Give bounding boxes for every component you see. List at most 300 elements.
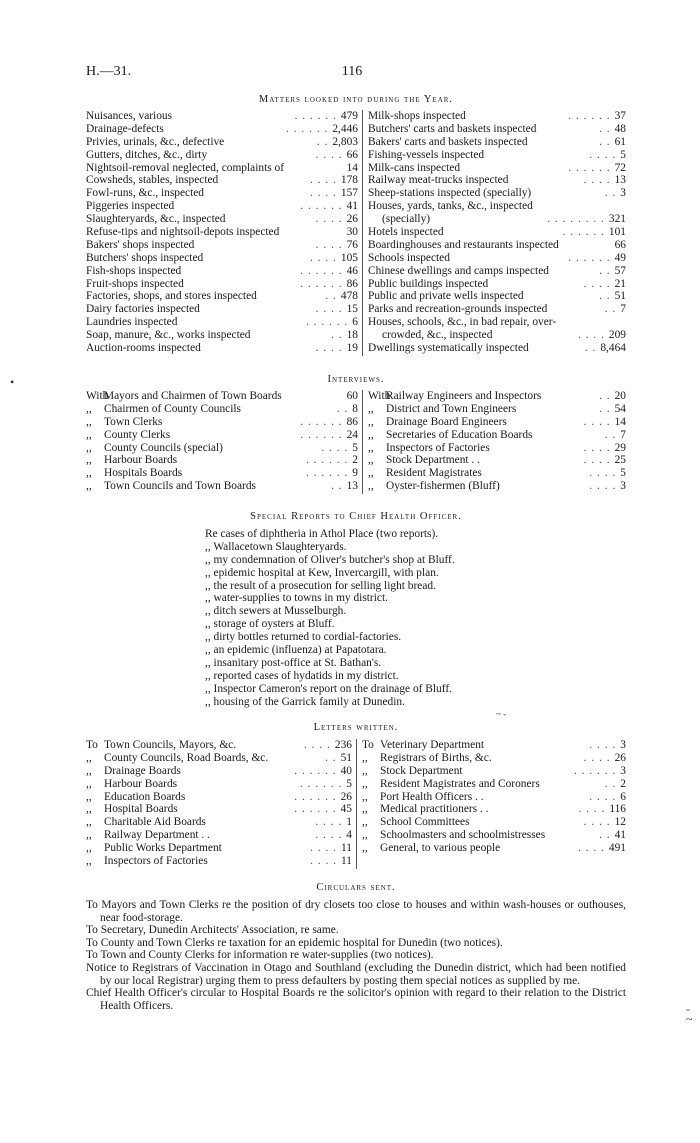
list-item: ,, epidemic hospital at Kew, Invercargill, with plan.	[205, 566, 439, 579]
row-leader-dots: . . . .	[315, 148, 343, 161]
table-row	[368, 442, 626, 455]
row-value: 321	[608, 213, 626, 226]
row-value: 25	[614, 454, 626, 467]
row-label: crowded, &c., inspected	[382, 329, 493, 342]
list-item: ,, reported cases of hydatids in my district.	[205, 669, 399, 682]
row-value: 478	[340, 290, 358, 303]
row-value: 30	[346, 226, 358, 239]
row-prefix: ,,	[86, 441, 92, 454]
special-reports-title: Special Reports to Chief Health Officer.	[250, 511, 462, 522]
table-row	[86, 816, 352, 829]
table-row	[368, 200, 626, 213]
table-row	[368, 390, 626, 403]
list-item: ,, ditch sewers at Musselburgh.	[205, 605, 347, 618]
row-label: Railway Engineers and Inspectors	[386, 390, 542, 402]
row-leader-dots	[339, 226, 347, 239]
list-item: ,, an epidemic (influenza) at Papatotara.	[205, 644, 387, 657]
row-value: 8,464	[600, 342, 626, 355]
row-leader-dots: . . . . . .	[568, 251, 611, 264]
letters-left-column	[86, 739, 352, 868]
row-prefix: ,,	[86, 829, 92, 842]
row-prefix: ,,	[86, 855, 92, 868]
row-value: 54	[614, 402, 626, 415]
list-item: ,, water-supplies to towns in my district.	[205, 592, 388, 605]
table-row	[368, 429, 626, 442]
row-leader-dots: . .	[325, 290, 337, 303]
row-label: Resident Magistrates and Coroners	[380, 777, 540, 790]
table-row	[368, 316, 626, 329]
row-value: 11	[341, 842, 352, 855]
table-row	[368, 454, 626, 467]
table-row	[86, 200, 358, 213]
row-value: 7	[620, 428, 626, 441]
row-prefix: ,,	[86, 764, 92, 777]
row-prefix: ,,	[86, 803, 92, 816]
row-label: Harbour Boards	[104, 777, 178, 790]
row-leader-dots: . . . . . .	[294, 764, 337, 777]
row-leader-dots: . . . . . .	[294, 803, 337, 816]
list-item: Re cases of diphtheria in Athol Place (two reports).	[205, 528, 439, 540]
row-leader-dots: . . . .	[309, 251, 337, 264]
row-value: 24	[346, 428, 358, 441]
list-item: ,, the result of a prosecution for selling light bread.	[205, 579, 436, 592]
row-value: 41	[346, 200, 358, 213]
row-label: Privies, urinals, &c., defective	[86, 135, 225, 148]
row-leader-dots: . .	[584, 342, 597, 355]
row-value: 3	[620, 480, 626, 493]
row-prefix: To	[362, 739, 374, 751]
row-label: Fowl-runs, &c., inspected	[86, 187, 204, 200]
row-leader-dots: . . . .	[303, 739, 331, 751]
row-value: 61	[614, 135, 626, 148]
list-item: ,, my condemnation of Oliver's butcher's shop at Bluff.	[205, 553, 455, 566]
row-value: 116	[609, 803, 626, 816]
row-label: (specially)	[382, 213, 431, 226]
row-leader-dots: . .	[604, 777, 617, 790]
row-leader-dots	[339, 390, 347, 403]
table-row	[368, 252, 626, 265]
table-row	[86, 842, 352, 855]
table-row	[86, 149, 358, 162]
table-row	[86, 416, 358, 429]
row-leader-dots: . . . . . .	[573, 764, 617, 777]
row-label: Nightsoil-removal neglected, complaints of	[86, 161, 285, 174]
row-label: Mayors and Chairmen of Town Boards	[104, 390, 282, 402]
row-label: Railway meat-trucks inspected	[368, 174, 509, 187]
row-label: Piggeries inspected	[86, 200, 175, 213]
table-row	[362, 816, 626, 829]
row-label: Port Health Officers . .	[380, 790, 484, 803]
table-row	[368, 149, 626, 162]
row-leader-dots: . . . .	[315, 829, 343, 842]
table-row	[368, 123, 626, 136]
row-value: 41	[614, 829, 626, 842]
row-label: Education Boards	[104, 790, 186, 803]
row-leader-dots: . . . . . .	[305, 467, 349, 480]
interviews-title: Interviews.	[327, 374, 385, 385]
table-row	[86, 803, 352, 816]
row-value: 57	[614, 264, 626, 277]
row-leader-dots: . . . .	[309, 187, 337, 200]
row-leader-dots: . . . . . .	[568, 110, 611, 122]
row-leader-dots: . . . .	[589, 148, 617, 161]
row-leader-dots: . .	[599, 390, 611, 402]
row-prefix: ,,	[86, 842, 92, 855]
row-value: 12	[614, 816, 626, 829]
table-row	[86, 765, 352, 778]
table-row	[368, 278, 626, 291]
row-leader-dots: . . . .	[583, 751, 611, 764]
table-row	[368, 416, 626, 429]
row-label: Stock Department . .	[386, 454, 480, 467]
row-leader-dots: . .	[331, 329, 343, 342]
row-value: 26	[340, 790, 352, 803]
row-leader-dots: . . . . . .	[305, 454, 349, 467]
row-leader-dots	[339, 162, 347, 175]
row-prefix: ,,	[368, 467, 374, 480]
table-row	[368, 403, 626, 416]
circulars-list	[86, 899, 626, 1012]
row-leader-dots: . .	[336, 402, 349, 415]
row-value: 491	[608, 842, 626, 855]
row-leader-dots: . . . .	[589, 739, 617, 751]
table-row	[362, 765, 626, 778]
list-item: Notice to Registrars of Vaccination in Otago and Southland (excluding the Dunedin district, which had been notified by our local Registrar) urging them to press defaulters by posting them special notices as supplied by me.	[86, 961, 626, 987]
row-leader-dots	[618, 200, 626, 213]
row-label: Boardinghouses and restaurants inspected	[368, 238, 559, 251]
row-leader-dots: . . . . . .	[300, 277, 343, 290]
row-prefix: ,,	[86, 428, 92, 441]
row-label: Nuisances, various	[86, 110, 173, 122]
matters-title: Matters looked into during the Year.	[258, 94, 454, 105]
table-row	[368, 174, 626, 187]
row-label: Butchers' shops inspected	[86, 251, 204, 264]
row-label: Drainage Board Engineers	[386, 415, 507, 428]
row-value: 86	[346, 277, 358, 290]
table-row	[86, 829, 352, 842]
row-value: 157	[340, 187, 358, 200]
row-label: Dairy factories inspected	[86, 303, 200, 316]
row-label: Schoolmasters and schoolmistresses	[380, 829, 546, 842]
row-label: Gutters, ditches, &c., dirty	[86, 148, 208, 161]
row-prefix: ,,	[362, 751, 368, 764]
row-value: 26	[614, 751, 626, 764]
row-label: Factories, shops, and stores inspected	[86, 290, 257, 303]
row-value: 76	[346, 238, 358, 251]
table-row	[86, 110, 358, 123]
row-value: 72	[614, 161, 626, 174]
row-prefix: ,,	[362, 829, 368, 842]
row-value: 51	[614, 290, 626, 303]
row-label: Hospitals Boards	[104, 467, 183, 480]
row-prefix: With	[368, 390, 391, 402]
row-value: 3	[620, 739, 626, 751]
row-leader-dots: . . . . . .	[286, 122, 329, 135]
row-value: 51	[340, 751, 352, 764]
interviews-right-column	[368, 390, 626, 493]
table-row	[86, 752, 352, 765]
list-item: ,, storage of oysters at Bluff.	[205, 618, 335, 631]
row-value: 3	[620, 187, 626, 200]
row-leader-dots: . . . . . .	[300, 428, 343, 441]
row-label: Charitable Aid Boards	[104, 816, 206, 829]
row-value: 9	[352, 467, 358, 480]
row-label: Sheep-stations inspected (specially)	[368, 187, 532, 200]
table-row	[368, 329, 626, 342]
row-leader-dots: . . . .	[310, 842, 338, 855]
row-prefix: ,,	[86, 402, 92, 415]
table-row	[368, 136, 626, 149]
table-row	[86, 480, 358, 493]
row-prefix: ,,	[86, 751, 92, 764]
row-prefix: ,,	[362, 777, 368, 790]
table-row	[86, 329, 358, 342]
table-row	[362, 842, 626, 855]
row-leader-dots: . . . .	[589, 790, 617, 803]
row-value: 48	[614, 122, 626, 135]
row-value: 105	[340, 251, 358, 264]
row-label: Houses, schools, &c., in bad repair, over-	[368, 316, 557, 329]
row-value: 11	[341, 855, 352, 868]
page-reference: H.—31.	[86, 64, 132, 79]
row-value: 40	[340, 764, 352, 777]
row-prefix: ,,	[86, 467, 92, 480]
row-prefix: ,,	[368, 441, 374, 454]
row-prefix: ,,	[368, 402, 374, 415]
row-leader-dots: . . . .	[315, 303, 343, 316]
row-value: 37	[614, 110, 626, 122]
row-value: 14	[346, 161, 358, 174]
table-row	[362, 778, 626, 791]
row-label: Harbour Boards	[104, 454, 178, 467]
row-value: 29	[614, 441, 626, 454]
row-label: Public Works Department	[104, 842, 222, 855]
table-row	[368, 213, 626, 226]
table-row	[86, 739, 352, 752]
row-leader-dots: . .	[599, 135, 611, 148]
list-item: To Secretary, Dunedin Architects' Association, re same.	[86, 924, 339, 937]
row-label: General, to various people	[380, 842, 501, 855]
row-value: 5	[346, 777, 352, 790]
table-row	[368, 187, 626, 200]
row-label: Town Clerks	[104, 415, 163, 428]
row-label: Hotels inspected	[368, 226, 444, 239]
matters-right-column	[368, 110, 626, 355]
row-prefix: ,,	[86, 415, 92, 428]
row-label: Stock Department	[380, 764, 463, 777]
row-leader-dots: . .	[599, 264, 611, 277]
special-reports-list	[205, 528, 535, 708]
row-leader-dots: . . . . . . . .	[547, 213, 605, 226]
table-row	[86, 252, 358, 265]
table-row	[362, 829, 626, 842]
row-value: 18	[346, 329, 358, 342]
row-label: County Councils (special)	[104, 441, 223, 454]
table-row	[368, 303, 626, 316]
row-value: 13	[614, 174, 626, 187]
row-leader-dots: . . . .	[315, 213, 343, 226]
row-prefix: ,,	[368, 428, 374, 441]
row-prefix: ,,	[362, 764, 368, 777]
row-prefix: ,,	[362, 803, 368, 816]
row-prefix: With	[86, 390, 109, 402]
letters-title: Letters written.	[313, 722, 399, 733]
row-value: 21	[614, 277, 626, 290]
list-item: ,, dirty bottles returned to cordial-factories.	[205, 631, 402, 644]
row-label: Town Councils, Mayors, &c.	[104, 739, 237, 751]
row-leader-dots: . .	[599, 829, 611, 842]
row-leader-dots: . . . . . .	[305, 316, 349, 329]
column-divider	[356, 739, 357, 869]
margin-mark: •	[10, 375, 15, 389]
margin-mark: - ~	[686, 1002, 693, 1026]
row-value: 45	[340, 803, 352, 816]
list-item: ,, Inspector Cameron's report on the drainage of Bluff.	[205, 682, 452, 695]
row-value: 19	[346, 342, 358, 355]
table-row	[86, 226, 358, 239]
row-value: 3	[620, 764, 626, 777]
row-leader-dots: . . . .	[315, 342, 343, 355]
table-row	[86, 239, 358, 252]
table-row	[86, 213, 358, 226]
table-row	[86, 278, 358, 291]
row-label: Bakers' carts and baskets inspected	[368, 135, 528, 148]
row-leader-dots: . .	[331, 480, 343, 493]
table-row	[368, 110, 626, 123]
row-label: Soap, manure, &c., works inspected	[86, 329, 251, 342]
list-item: ,, housing of the Garrick family at Dunedin.	[205, 695, 405, 708]
row-label: Town Councils and Town Boards	[104, 480, 256, 493]
row-value: 5	[620, 467, 626, 480]
row-value: 2,803	[332, 135, 358, 148]
row-label: Schools inspected	[368, 251, 450, 264]
row-leader-dots	[607, 239, 615, 252]
row-leader-dots: . . . .	[310, 855, 338, 868]
row-leader-dots: . . . . . .	[300, 264, 343, 277]
row-label: Medical practitioners . .	[380, 803, 489, 816]
row-leader-dots: . .	[604, 303, 617, 316]
table-row	[86, 791, 352, 804]
row-value: 49	[614, 251, 626, 264]
row-label: School Committees	[380, 816, 470, 829]
row-label: Bakers' shops inspected	[86, 238, 195, 251]
row-label: District and Town Engineers	[386, 402, 517, 415]
table-row	[362, 791, 626, 804]
table-row	[86, 316, 358, 329]
row-label: County Clerks	[104, 428, 171, 441]
table-row	[86, 390, 358, 403]
row-prefix: ,,	[368, 415, 374, 428]
row-label: Resident Magistrates	[386, 467, 482, 480]
row-value: 6	[620, 790, 626, 803]
row-prefix: ,,	[362, 816, 368, 829]
table-row	[86, 123, 358, 136]
row-leader-dots: . .	[599, 402, 611, 415]
row-value: 26	[346, 213, 358, 226]
row-leader-dots: . .	[325, 751, 337, 764]
row-leader-dots: . . . .	[577, 842, 605, 855]
table-row	[86, 290, 358, 303]
row-label: Butchers' carts and baskets inspected	[368, 122, 537, 135]
row-leader-dots: . .	[604, 187, 617, 200]
row-leader-dots: . . . .	[309, 174, 337, 187]
row-label: Drainage-defects	[86, 122, 164, 135]
row-label: Chairmen of County Councils	[104, 402, 241, 415]
list-item: ,, insanitary post-office at St. Bathan's.	[205, 656, 382, 669]
row-value: 66	[614, 238, 626, 251]
row-label: Milk-cans inspected	[368, 161, 461, 174]
row-label: County Councils, Road Boards, &c.	[104, 751, 269, 764]
table-row	[86, 303, 358, 316]
row-leader-dots: . .	[599, 290, 611, 303]
row-prefix: To	[86, 739, 98, 751]
row-value: 6	[352, 316, 358, 329]
row-leader-dots: . . . .	[589, 480, 617, 493]
list-item: To County and Town Clerks re taxation for an epidemic hospital for Dunedin (two notices).	[86, 936, 503, 949]
row-value: 1	[346, 816, 352, 829]
row-label: Laundries inspected	[86, 316, 178, 329]
row-prefix: ,,	[86, 816, 92, 829]
table-row	[86, 265, 358, 278]
row-value: 5	[352, 441, 358, 454]
stray-mark: ~ -	[496, 709, 507, 719]
row-label: Public buildings inspected	[368, 277, 489, 290]
list-item: To Town and County Clerks for information re water-supplies (two notices).	[86, 949, 434, 962]
row-leader-dots: . . . .	[315, 238, 343, 251]
row-label: Refuse-tips and nightsoil-depots inspected	[86, 226, 280, 239]
row-leader-dots: . . . . . .	[299, 777, 343, 790]
row-label: Public and private wells inspected	[368, 290, 524, 303]
table-row	[368, 467, 626, 480]
row-label: Secretaries of Education Boards	[386, 428, 533, 441]
row-leader-dots: . .	[604, 428, 617, 441]
row-value: 4	[346, 829, 352, 842]
row-leader-dots: . . . . . .	[294, 110, 337, 122]
row-label: Chinese dwellings and camps inspected	[368, 264, 549, 277]
row-leader-dots: . . . . . .	[562, 226, 605, 239]
row-prefix: ,,	[368, 454, 374, 467]
row-leader-dots: . . . . . .	[300, 415, 343, 428]
row-leader-dots: . . . .	[583, 441, 611, 454]
matters-left-column	[86, 110, 358, 355]
row-leader-dots: . . . . . .	[568, 161, 611, 174]
row-value: 13	[346, 480, 358, 493]
row-value: 20	[614, 390, 626, 402]
table-row	[368, 342, 626, 355]
table-row	[86, 342, 358, 355]
row-value: 101	[608, 226, 626, 239]
row-value: 2	[352, 454, 358, 467]
table-row	[368, 480, 626, 493]
row-label: Slaughteryards, &c., inspected	[86, 213, 226, 226]
row-leader-dots: . . . .	[578, 803, 606, 816]
table-row	[86, 454, 358, 467]
row-label: Inspectors of Factories	[386, 441, 490, 454]
row-label: Auction-rooms inspected	[86, 342, 201, 355]
row-label: Veterinary Department	[380, 739, 485, 751]
row-label: Fruit-shops inspected	[86, 277, 184, 290]
table-row	[86, 855, 352, 868]
row-label: Railway Department . .	[104, 829, 210, 842]
column-divider	[362, 390, 363, 494]
row-prefix: ,,	[362, 842, 368, 855]
row-leader-dots	[618, 316, 626, 329]
table-row	[86, 187, 358, 200]
row-leader-dots: . . . .	[577, 329, 605, 342]
table-row	[362, 752, 626, 765]
row-value: 8	[352, 402, 358, 415]
table-row	[368, 290, 626, 303]
